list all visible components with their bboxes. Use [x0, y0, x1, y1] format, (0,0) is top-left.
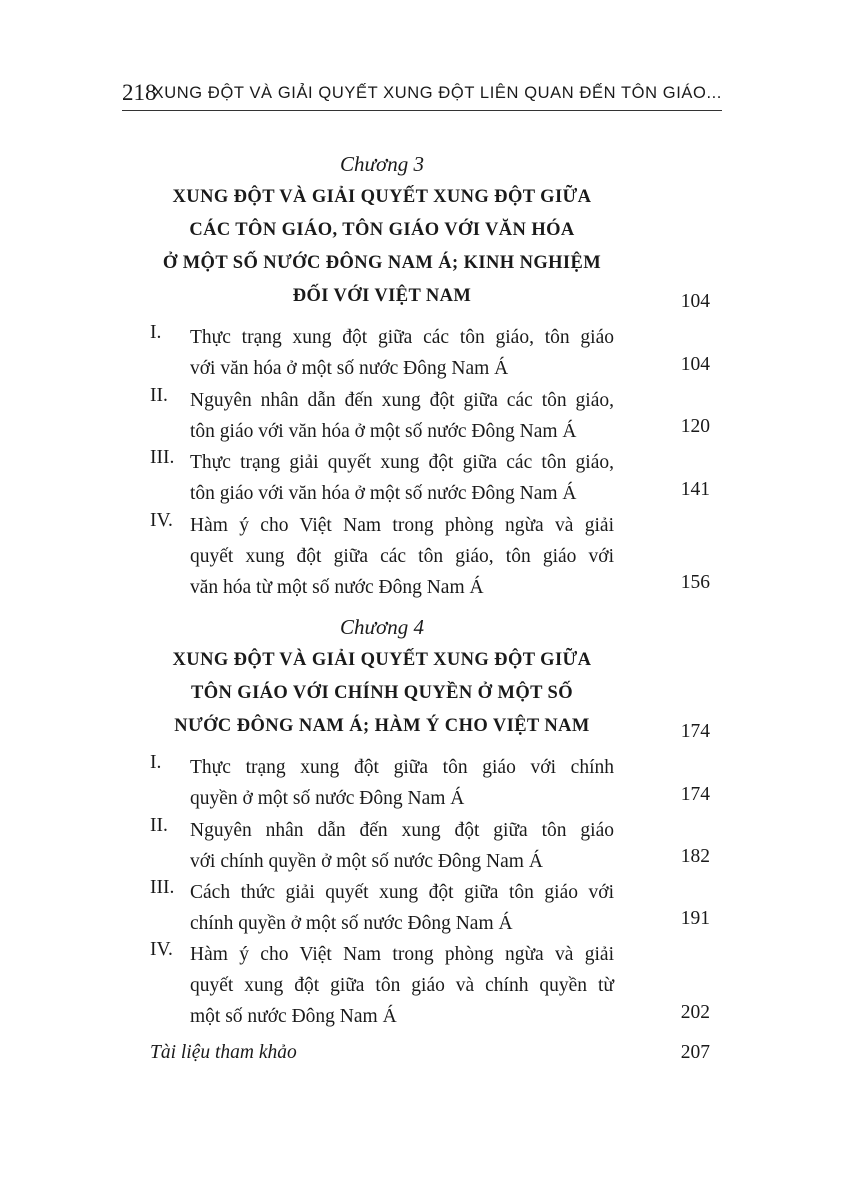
toc-item-line: Thực trạng xung đột giữa tôn giáo với chính	[190, 757, 614, 778]
toc-item-text	[190, 939, 614, 1032]
toc-item-text	[190, 510, 614, 603]
toc-item-line: quyết xung đột giữa các tôn giáo, tôn giáo với	[190, 546, 614, 567]
references-label: Tài liệu tham khảo	[150, 1042, 297, 1063]
toc-item-number: IV.	[150, 510, 173, 531]
toc-item-number: III.	[150, 447, 175, 468]
chapter-title-line: Ở MỘT SỐ NƯỚC ĐÔNG NAM Á; KINH NGHIỆM	[162, 253, 602, 273]
toc-item-page: 191	[680, 908, 710, 929]
chapter-4-page: 174	[680, 721, 710, 742]
toc-item-line: một số nước Đông Nam Á	[190, 1006, 397, 1027]
toc-item-page: 182	[680, 846, 710, 867]
toc-item-number: II.	[150, 815, 168, 836]
toc-item-line: Hàm ý cho Việt Nam trong phòng ngừa và giải	[190, 944, 614, 965]
toc-item-line: tôn giáo với văn hóa ở một số nước Đông Nam Á	[190, 483, 577, 504]
toc-item-page: 156	[680, 572, 710, 593]
toc-item-page: 141	[680, 479, 710, 500]
chapter-title-line: XUNG ĐỘT VÀ GIẢI QUYẾT XUNG ĐỘT GIỮA	[172, 650, 592, 670]
toc-item-number: IV.	[150, 939, 173, 960]
chapter-3-page: 104	[680, 291, 710, 312]
page-number: 218	[122, 80, 157, 105]
toc-item-line: Hàm ý cho Việt Nam trong phòng ngừa và giải	[190, 515, 614, 536]
toc-item-line: văn hóa từ một số nước Đông Nam Á	[190, 577, 484, 598]
toc-item-text	[190, 752, 614, 814]
toc-item-number: I.	[150, 752, 162, 773]
toc-item-page: 104	[680, 354, 710, 375]
chapter-title-line: ĐỐI VỚI VIỆT NAM	[292, 286, 472, 306]
toc-item-text	[190, 447, 614, 509]
page-header	[122, 78, 722, 112]
chapter-title-line: TÔN GIÁO VỚI CHÍNH QUYỀN Ở MỘT SỐ	[190, 683, 574, 703]
toc-item-number: II.	[150, 385, 168, 406]
toc-item-line: với văn hóa ở một số nước Đông Nam Á	[190, 358, 509, 379]
toc-item-page: 202	[680, 1002, 710, 1023]
toc-item-line: tôn giáo với văn hóa ở một số nước Đông Nam Á	[190, 421, 577, 442]
toc-item-line: Cách thức giải quyết xung đột giữa tôn giáo với	[190, 882, 614, 903]
toc-item-line: Nguyên nhân dẫn đến xung đột giữa các tôn giáo,	[190, 390, 614, 411]
references-page: 207	[680, 1042, 710, 1063]
toc-item-line: quyết xung đột giữa tôn giáo và chính quyền từ	[190, 975, 614, 996]
toc-item-text	[190, 815, 614, 877]
toc-item-text	[190, 877, 614, 939]
toc-item-text	[190, 385, 614, 447]
toc-item-line: chính quyền ở một số nước Đông Nam Á	[190, 913, 513, 934]
toc-item-number: III.	[150, 877, 175, 898]
toc-item-text	[190, 322, 614, 384]
toc-item-line: Thực trạng giải quyết xung đột giữa các tôn giáo,	[190, 452, 614, 473]
chapter-title-line: CÁC TÔN GIÁO, TÔN GIÁO VỚI VĂN HÓA	[189, 220, 575, 240]
toc-item-line: với chính quyền ở một số nước Đông Nam Á	[190, 851, 543, 872]
chapter-4-label: Chương 4	[340, 615, 424, 639]
toc-item-page: 120	[680, 416, 710, 437]
header-rule	[122, 110, 722, 111]
toc-item-line: Nguyên nhân dẫn đến xung đột giữa tôn giáo	[190, 820, 614, 841]
running-title: XUNG ĐỘT VÀ GIẢI QUYẾT XUNG ĐỘT LIÊN QUAN ĐẾN TÔN GIÁO...	[152, 84, 722, 102]
toc-item-page: 174	[680, 784, 710, 805]
chapter-3-label: Chương 3	[340, 152, 424, 176]
chapter-title-line: NƯỚC ĐÔNG NAM Á; HÀM Ý CHO VIỆT NAM	[174, 716, 590, 736]
chapter-4-title	[150, 644, 614, 743]
toc-item-line: quyền ở một số nước Đông Nam Á	[190, 788, 465, 809]
chapter-title-line: XUNG ĐỘT VÀ GIẢI QUYẾT XUNG ĐỘT GIỮA	[172, 187, 592, 207]
toc-item-line: Thực trạng xung đột giữa các tôn giáo, tôn giáo	[190, 327, 614, 348]
chapter-3-title	[150, 181, 614, 313]
toc-item-number: I.	[150, 322, 162, 343]
